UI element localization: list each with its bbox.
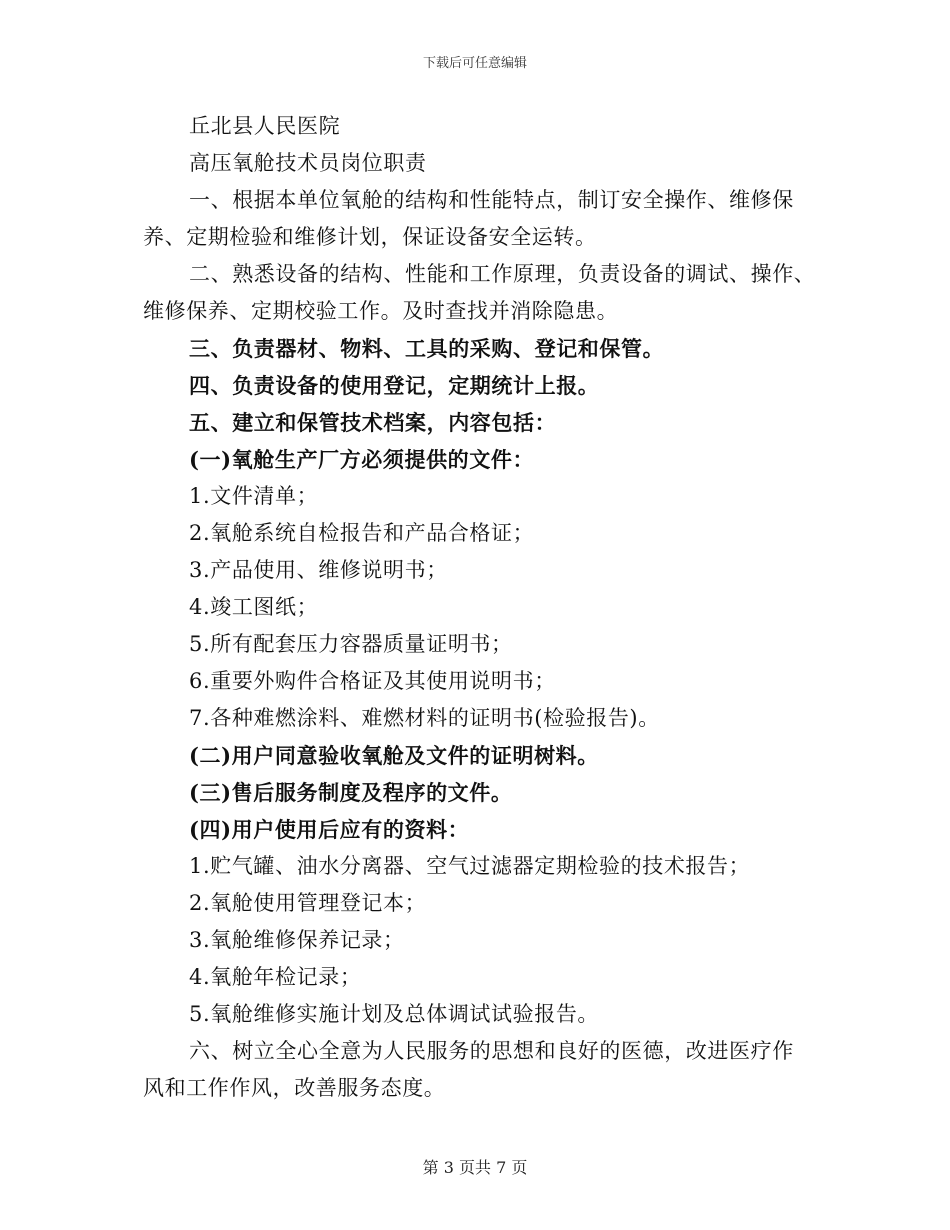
text-line: 7.各种难燃涂料、难燃材料的证明书(检验报告)。 xyxy=(189,706,660,730)
text-line: 2.氧舱使用管理登记本； xyxy=(189,891,427,915)
text-line: 5.氧舱维修实施计划及总体调试试验报告。 xyxy=(189,1002,600,1026)
text-line: (二)用户同意验收氧舱及文件的证明树料。 xyxy=(189,743,599,768)
text-line: 5.所有配套压力容器质量证明书； xyxy=(189,632,513,656)
text-line: 二、熟悉设备的结构、性能和工作原理，负责设备的调试、操作、 xyxy=(189,262,816,286)
text-line: 2.氧舱系统自检报告和产品合格证； xyxy=(189,521,535,545)
text-line: 4.竣工图纸； xyxy=(189,595,319,619)
text-line: 四、负责设备的使用登记，定期统计上报。 xyxy=(189,373,600,398)
document-body xyxy=(143,108,823,1107)
text-line: 6.重要外购件合格证及其使用说明书； xyxy=(189,669,556,693)
text-line: 三、负责器材、物料、工具的采购、登记和保管。 xyxy=(189,336,665,361)
text-line: 五、建立和保管技术档案，内容包括： xyxy=(189,410,557,435)
text-line: 丘北县人民医院 xyxy=(189,114,341,138)
header-note: 下载后可任意编辑 xyxy=(422,56,527,71)
text-line: 1.文件清单； xyxy=(189,484,319,508)
text-line: 4.氧舱年检记录； xyxy=(189,965,362,989)
text-line: 养、定期检验和维修计划，保证设备安全运转。 xyxy=(143,225,597,249)
text-line: 3.产品使用、维修说明书； xyxy=(189,558,448,582)
text-line: 一、根据本单位氧舱的结构和性能特点，制订安全操作、维修保 xyxy=(189,188,794,212)
text-line: 维修保养、定期校验工作。及时查找并消除隐患。 xyxy=(143,299,619,323)
page-footer: 第 3 页共 7 页 xyxy=(422,1158,528,1177)
text-line: (三)售后服务制度及程序的文件。 xyxy=(189,780,513,805)
text-line: 高压氧舱技术员岗位职责 xyxy=(189,151,427,175)
text-line: (四)用户使用后应有的资料： xyxy=(189,817,470,842)
text-line: 六、树立全心全意为人民服务的思想和良好的医德，改进医疗作 xyxy=(189,1039,794,1063)
text-line: 1.贮气罐、油水分离器、空气过滤器定期检验的技术报告； xyxy=(189,854,751,878)
text-line: 风和工作作风，改善服务态度。 xyxy=(143,1076,446,1100)
text-line: (一)氧舱生产厂方必须提供的文件： xyxy=(189,447,535,472)
text-line: 3.氧舱维修保养记录； xyxy=(189,928,405,952)
